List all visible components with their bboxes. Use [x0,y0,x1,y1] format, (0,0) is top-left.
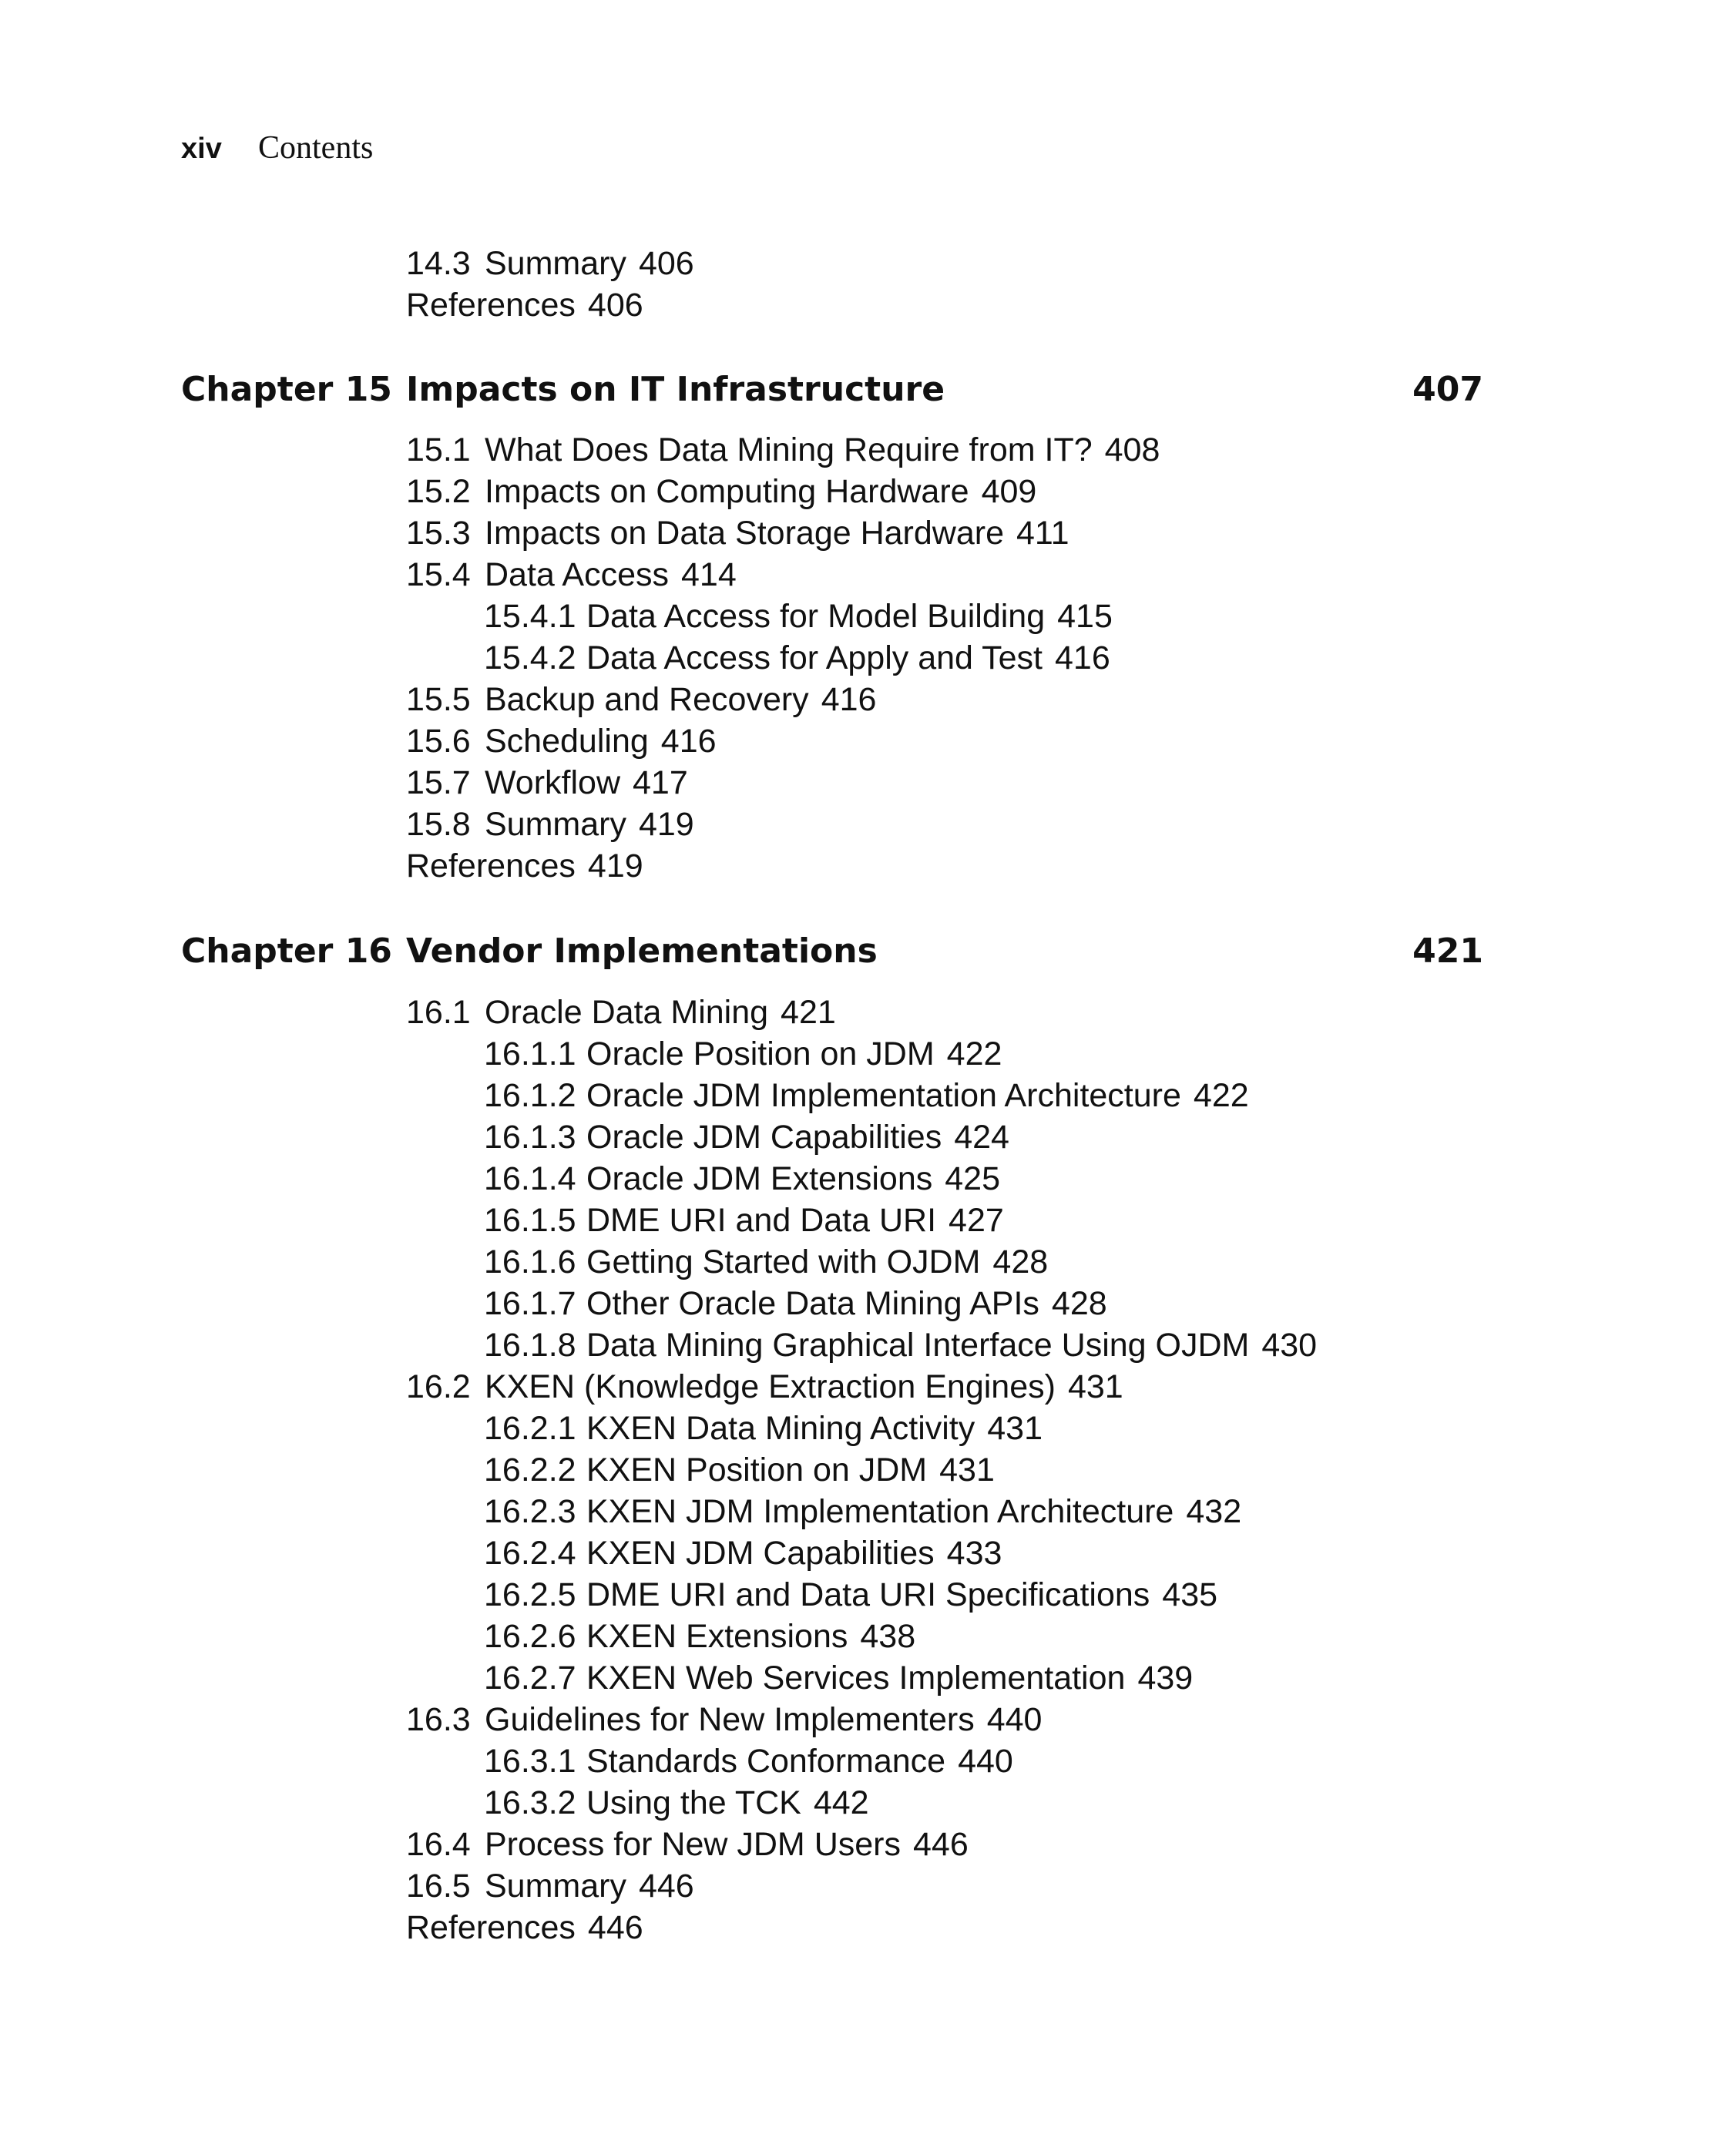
toc-entry-number: 16.3.2 [484,1784,576,1821]
toc-entry-page: 417 [633,764,688,801]
toc-entry-number: 15.5 [406,681,471,718]
toc-entry-title: Summary [485,1868,626,1905]
toc-entry-title: KXEN Position on JDM [586,1452,928,1488]
toc-entry-page: 419 [587,847,643,884]
toc-entry-title: Workflow [485,764,621,801]
toc-entry-page: 427 [949,1202,1004,1239]
toc-entry-title: KXEN Extensions [586,1618,848,1655]
toc-entry-title: Getting Started with OJDM [586,1243,981,1280]
toc-entry-number: 16.2.3 [484,1493,576,1530]
toc-entry-title: Summary [485,806,626,843]
toc-entry-number: 15.1 [406,431,471,468]
toc-subentry [484,1116,1009,1158]
toc-entry-title: References [406,1909,576,1946]
toc-entry-page: 414 [681,556,737,593]
toc-entry-number: 15.8 [406,806,471,843]
toc-subentry [484,1740,1013,1782]
toc-entry-title: Data Access for Apply and Test [586,639,1043,676]
toc-entry-page: 416 [660,723,717,760]
toc-entry-page: 408 [1104,431,1160,468]
chapter-label: Chapter 15 [181,370,392,409]
toc-entry-page: 416 [821,681,877,718]
toc-subentry [484,596,1113,637]
toc-entry [406,720,717,762]
toc-entry [406,804,694,845]
toc-entry-number: 15.4.2 [484,639,576,676]
running-head [181,129,373,167]
toc-entry-number: 15.2 [406,473,471,510]
toc-entry [406,471,1036,512]
toc-entry-number: 15.3 [406,515,471,552]
toc-subentry [484,1657,1193,1699]
toc-subentry [484,1491,1241,1532]
toc-entry-page: 422 [946,1035,1002,1072]
toc-entry-number: 16.1 [406,994,471,1031]
toc-entry-title: Impacts on Data Storage Hardware [485,515,1004,552]
toc-subentry [484,1574,1217,1616]
toc-entry [406,1699,1042,1740]
toc-entry-number: 15.4.1 [484,598,576,635]
toc-entry-page: 409 [981,473,1037,510]
toc-entry-page: 432 [1186,1493,1242,1530]
toc-entry-number: 16.3.1 [484,1743,576,1780]
toc-entry-number: 16.4 [406,1826,471,1863]
toc-entry-title: Oracle JDM Extensions [586,1160,933,1197]
toc-entry-title: DME URI and Data URI Specifications [586,1576,1150,1613]
toc-entry-title: Data Mining Graphical Interface Using OJDM [586,1327,1250,1364]
toc-entry [406,992,836,1033]
toc-entry-page: 439 [1137,1660,1194,1697]
toc-entry-title: Oracle JDM Implementation Architecture [586,1077,1181,1114]
toc-entry-title: Process for New JDM Users [485,1826,901,1863]
toc-subentry [484,1616,915,1657]
toc-subentry [484,1408,1043,1449]
toc-entry [406,1907,643,1948]
toc-entry-title: KXEN JDM Capabilities [586,1535,935,1572]
toc-entry-number: 15.7 [406,764,471,801]
toc-entry [406,284,643,326]
toc-entry [406,845,643,887]
chapter-page: 407 [1412,370,1483,409]
toc-entry-number: 16.2.5 [484,1576,576,1613]
toc-entry-number: 16.2.4 [484,1535,576,1572]
toc-subentry [484,1324,1317,1366]
toc-entry-title: Guidelines for New Implementers [485,1701,975,1738]
toc-entry-page: 438 [860,1618,916,1655]
toc-entry-page: 430 [1261,1327,1318,1364]
toc-entry-title: Using the TCK [586,1784,801,1821]
toc-entry [406,554,737,596]
toc-entry-title: Other Oracle Data Mining APIs [586,1285,1039,1322]
toc-entry-title: KXEN (Knowledge Extraction Engines) [485,1368,1056,1405]
chapter-label: Chapter 16 [181,931,392,971]
toc-entry-number: 16.2.6 [484,1618,576,1655]
toc-entry-page: 446 [912,1826,969,1863]
toc-entry [406,1865,694,1907]
toc-subentry [484,1449,995,1491]
toc-entry-title: DME URI and Data URI [586,1202,937,1239]
toc-entry-page: 411 [1016,515,1069,552]
toc-entry-page: 419 [638,806,694,843]
toc-entry-title: Data Access for Model Building [586,598,1046,635]
toc-subentry [484,1033,1002,1075]
toc-subentry [484,1283,1107,1324]
chapter-heading [181,368,1483,411]
toc-entry [406,512,1069,554]
toc-entry-page: 422 [1193,1077,1249,1114]
toc-entry-title: Data Access [485,556,669,593]
toc-entry [406,679,876,720]
chapter-title: Vendor Implementations [406,931,878,971]
toc-entry-title: References [406,847,576,884]
toc-entry [406,1824,969,1865]
toc-entry-page: 435 [1162,1576,1218,1613]
toc-entry-number: 16.1.7 [484,1285,576,1322]
toc-entry-page: 433 [946,1535,1002,1572]
toc-entry-page: 406 [587,287,643,324]
toc-entry-page: 431 [939,1452,995,1488]
toc-entry-page: 425 [945,1160,1001,1197]
toc-entry [406,429,1160,471]
running-head-title: Contents [258,130,374,166]
toc-entry-title: KXEN Web Services Implementation [586,1660,1126,1697]
toc-entry-title: Oracle JDM Capabilities [586,1119,942,1156]
toc-entry-number: 16.2 [406,1368,471,1405]
toc-entry-page: 431 [1067,1368,1123,1405]
toc-entry-number: 16.1.1 [484,1035,576,1072]
toc-entry-number: 16.1.8 [484,1327,576,1364]
toc-subentry [484,637,1110,679]
page-folio: xiv [181,133,222,165]
toc-entry [406,762,688,804]
chapter-heading [181,930,1483,973]
toc-entry-title: Oracle Position on JDM [586,1035,935,1072]
toc-entry-page: 446 [638,1868,694,1905]
toc-entry-number: 16.1.5 [484,1202,576,1239]
toc-entry-page: 440 [986,1701,1043,1738]
toc-entry-number: 16.1.2 [484,1077,576,1114]
toc-entry-page: 406 [638,245,694,282]
toc-subentry [484,1241,1048,1283]
toc-entry-number: 16.1.3 [484,1119,576,1156]
toc-entry-page: 440 [958,1743,1013,1780]
toc-entry [406,1366,1123,1408]
toc-entry-number: 15.4 [406,556,471,593]
toc-entry-title: Standards Conformance [586,1743,946,1780]
chapter-title: Impacts on IT Infrastructure [406,370,945,409]
toc-entry [406,243,694,284]
toc-subentry [484,1532,1002,1574]
toc-entry-number: 16.2.2 [484,1452,576,1488]
chapter-page: 421 [1412,931,1483,971]
toc-subentry [484,1200,1004,1241]
toc-entry-title: Oracle Data Mining [485,994,769,1031]
toc-entry-page: 446 [587,1909,643,1946]
toc-entry-title: References [406,287,576,324]
toc-entry-page: 428 [1051,1285,1107,1322]
toc-subentry [484,1158,1000,1200]
toc-entry-page: 416 [1055,639,1110,676]
toc-subentry [484,1782,869,1824]
toc-entry-title: What Does Data Mining Require from IT? [485,431,1093,468]
toc-entry-number: 16.2.7 [484,1660,576,1697]
toc-entry-number: 16.5 [406,1868,471,1905]
toc-entry-title: Scheduling [485,723,649,760]
toc-entry-page: 421 [781,994,836,1031]
toc-entry-title: Backup and Recovery [485,681,809,718]
toc-entry-number: 16.3 [406,1701,471,1738]
toc-entry-number: 16.1.4 [484,1160,576,1197]
toc-entry-title: KXEN Data Mining Activity [586,1410,975,1447]
toc-entry-page: 431 [987,1410,1043,1447]
toc-entry-number: 16.1.6 [484,1243,576,1280]
toc-entry-number: 14.3 [406,245,471,282]
toc-entry-page: 442 [813,1784,869,1821]
toc-entry-page: 415 [1057,598,1113,635]
toc-entry-number: 15.6 [406,723,471,760]
toc-entry-number: 16.2.1 [484,1410,576,1447]
toc-entry-title: Summary [485,245,626,282]
toc-entry-title: Impacts on Computing Hardware [485,473,969,510]
toc-entry-title: KXEN JDM Implementation Architecture [586,1493,1174,1530]
toc-entry-page: 424 [954,1119,1009,1156]
toc-subentry [484,1075,1249,1116]
toc-entry-page: 428 [992,1243,1049,1280]
